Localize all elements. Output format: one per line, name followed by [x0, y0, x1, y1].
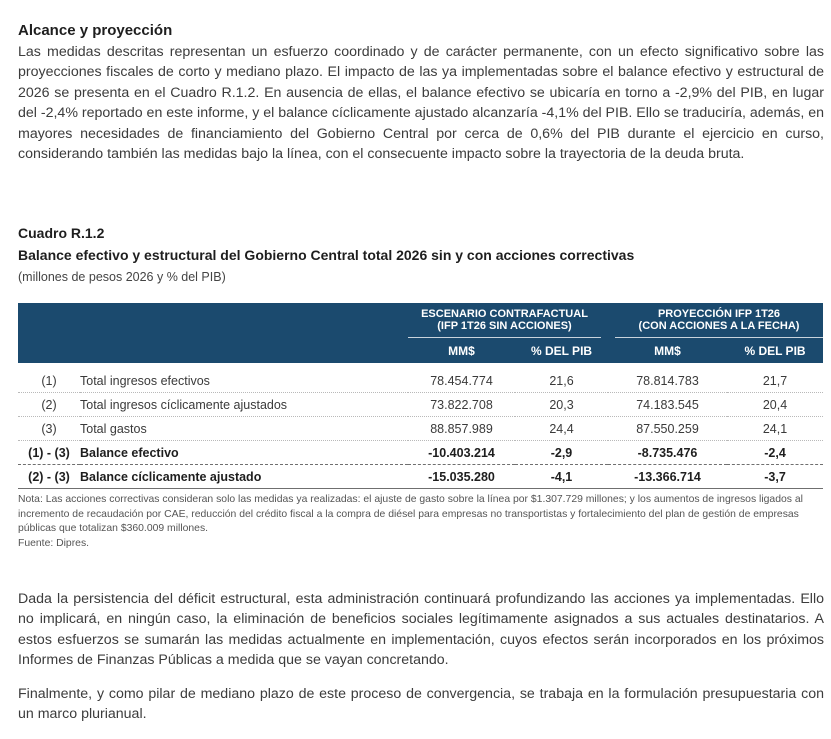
- table-number: Cuadro R.1.2: [18, 225, 105, 241]
- cell-mm-contrafactual: -10.403.214: [408, 441, 515, 465]
- row-label: Total ingresos cíclicamente ajustados: [80, 393, 408, 417]
- cell-pib-contrafactual: -4,1: [515, 465, 608, 489]
- col-header-mm-proyeccion: MM$: [608, 338, 727, 364]
- header-group-contrafactual: [408, 303, 608, 338]
- balance-table: [18, 303, 823, 489]
- cell-pib-contrafactual: 20,3: [515, 393, 608, 417]
- cell-pib-proyeccion: 21,7: [727, 369, 823, 393]
- col-header-pib-contrafactual: % DEL PIB: [515, 338, 608, 364]
- cell-pib-proyeccion: -2,4: [727, 441, 823, 465]
- table-row: [18, 417, 823, 441]
- cell-mm-proyeccion: -8.735.476: [608, 441, 727, 465]
- col-header-mm-contrafactual: MM$: [408, 338, 515, 364]
- cell-mm-proyeccion: 74.183.545: [608, 393, 727, 417]
- group-proyeccion-line2: (CON ACCIONES A LA FECHA): [638, 320, 800, 332]
- closing-paragraph-1: Dada la persistencia del déficit estructural, esta administración continuará profundizando las acciones ya implementadas. Ello no implicará, en ningún caso, la eliminación de beneficios sociales legítimamente asignados a sus actuales destinatarios. A estos esfuerzos se sumarán las medidas actualmente en implementación, cuyos efectos serán incorporados en los próximos Informes de Finanzas Públicas a medida que se vayan concretando.: [18, 591, 824, 669]
- table-note-block: [18, 493, 824, 551]
- row-code: (1) - (3): [18, 441, 80, 465]
- row-code: (2) - (3): [18, 465, 80, 489]
- cell-pib-proyeccion: -3,7: [727, 465, 823, 489]
- table-subtitle: (millones de pesos 2026 y % del PIB): [18, 270, 226, 284]
- cell-pib-contrafactual: 24,4: [515, 417, 608, 441]
- header-group-proyeccion: [608, 303, 823, 338]
- table-row: [18, 369, 823, 393]
- cell-mm-proyeccion: -13.366.714: [608, 465, 727, 489]
- cell-mm-proyeccion: 78.814.783: [608, 369, 727, 393]
- table-row: [18, 465, 823, 489]
- table-source: Fuente: Dipres.: [18, 537, 90, 549]
- closing-paragraph-2: Finalmente, y como pilar de mediano plazo de este proceso de convergencia, se trabaja en la formulación presupuestaria con un marco plurianual.: [18, 686, 824, 723]
- cell-pib-contrafactual: 21,6: [515, 369, 608, 393]
- intro-paragraph: Las medidas descritas representan un esfuerzo coordinado y de carácter permanente, con un efecto significativo sobre las proyecciones fiscales de corto y mediano plazo. El impacto de las ya implementadas sobre el balance efectivo y estructural de 2026 se presenta en el Cuadro R.1.2. En ausencia de ellas, el balance efectivo se ubicaría en torno a -2,9% del PIB, en lugar del -2,4% reportado en este informe, y el balance cíclicamente ajustado alcanzaría -4,1% del PIB. Ello se traduciría, además, en mayores necesidades de financiamiento del Gobierno Central por cerca de 0,6% del PIB durante el ejercicio en curso, considerando también las medidas bajo la línea, con el consecuente impacto sobre la trayectoria de la deuda bruta.: [18, 44, 824, 163]
- row-code: (1): [18, 369, 80, 393]
- cell-pib-contrafactual: -2,9: [515, 441, 608, 465]
- cell-mm-contrafactual: -15.035.280: [408, 465, 515, 489]
- table-row: [18, 393, 823, 417]
- group-contrafactual-line2: (IFP 1T26 SIN ACCIONES): [437, 320, 572, 332]
- table-title: Balance efectivo y estructural del Gobierno Central total 2026 sin y con acciones correctivas: [18, 247, 635, 263]
- row-label: Total ingresos efectivos: [80, 369, 408, 393]
- cell-pib-proyeccion: 20,4: [727, 393, 823, 417]
- header-blank: [18, 303, 408, 338]
- group-proyeccion-line1: PROYECCIÓN IFP 1T26: [657, 308, 781, 320]
- cell-pib-proyeccion: 24,1: [727, 417, 823, 441]
- group-contrafactual-line1: ESCENARIO CONTRAFACTUAL: [421, 308, 588, 320]
- cell-mm-contrafactual: 78.454.774: [408, 369, 515, 393]
- col-header-pib-proyeccion: % DEL PIB: [727, 338, 823, 364]
- row-label: Balance cíclicamente ajustado: [80, 465, 408, 489]
- cell-mm-contrafactual: 73.822.708: [408, 393, 515, 417]
- table-note: Nota: Las acciones correctivas consideran solo las medidas ya realizadas: el ajuste de gasto sobre la línea por $1.307.729 millones; y los aumentos de ingresos ligados al incremento de recaudación por CAE, reducción del crédito fiscal a la compra de diésel para empresas no transportistas y fortalecimiento del plan de gestión de empresas públicas que totalizan $360.009 millones.: [18, 494, 803, 535]
- row-code: (3): [18, 417, 80, 441]
- header-blank-2: [18, 338, 408, 364]
- row-label: Balance efectivo: [80, 441, 408, 465]
- row-label: Total gastos: [80, 417, 408, 441]
- cell-mm-contrafactual: 88.857.989: [408, 417, 515, 441]
- row-code: (2): [18, 393, 80, 417]
- cell-mm-proyeccion: 87.550.259: [608, 417, 727, 441]
- table-row: [18, 441, 823, 465]
- section-title: Alcance y proyección: [18, 22, 173, 39]
